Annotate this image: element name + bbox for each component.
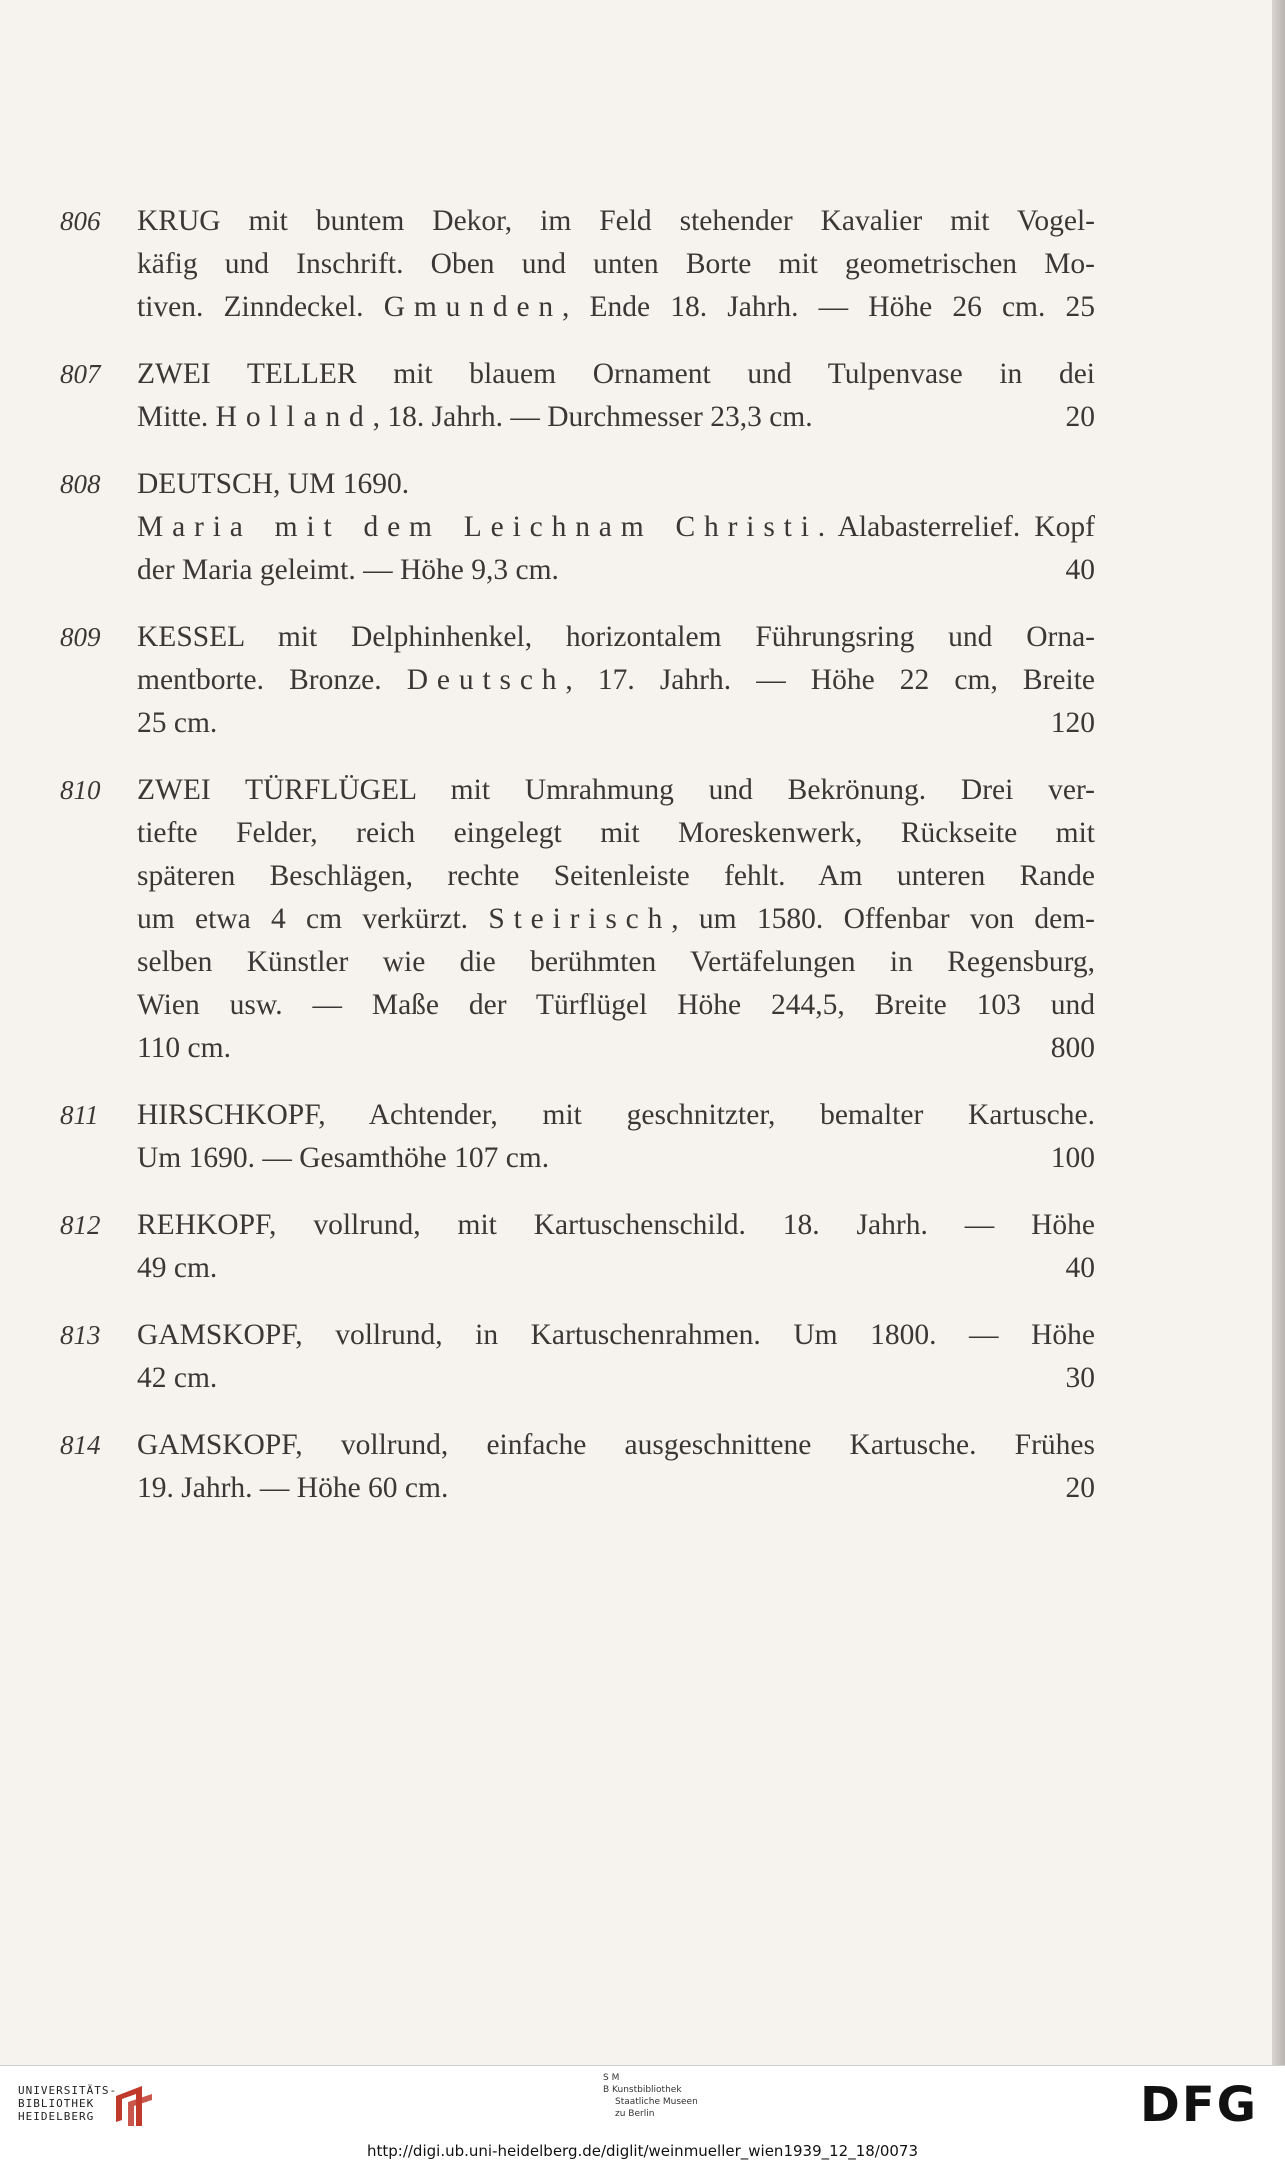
- source-url-link[interactable]: http://digi.ub.uni-heidelberg.de/diglit/weinmueller_wien1939_12_18/0073: [366, 2142, 919, 2160]
- entry-text: [137, 353, 1095, 439]
- lot-number: 809: [60, 622, 101, 652]
- catalog-entry: [60, 200, 1095, 329]
- entry-text: [137, 1424, 1095, 1510]
- entry-text: [137, 769, 1095, 1070]
- catalog-entry: [60, 616, 1095, 745]
- entry-line-text: 19. Jahrh. — Höhe 60 cm.: [137, 1472, 449, 1504]
- price: 20: [1065, 1472, 1095, 1504]
- catalog-entry: [60, 1424, 1095, 1510]
- entry-line: tiven. Zinndeckel. Gmunden, Ende 18. Jahrh. — Höhe 26 cm. 25: [137, 291, 1095, 323]
- price: 40: [1065, 1252, 1095, 1284]
- entry-line: KESSEL mit Delphinhenkel, horizontalem Führungsring und Orna-: [137, 621, 1095, 653]
- library-name-line: HEIDELBERG: [18, 2110, 95, 2123]
- price: 25: [1065, 291, 1095, 323]
- entry-line: GAMSKOPF, vollrund, einfache ausgeschnittene Kartusche. Frühes: [137, 1429, 1095, 1461]
- entry-line-text: 42 cm.: [137, 1362, 218, 1394]
- catalog-entry: [60, 1094, 1095, 1180]
- entry-line: selben Künstler wie die berühmten Vertäfelungen in Regensburg,: [137, 946, 1095, 978]
- catalog-entry: [60, 353, 1095, 439]
- catalog-entry: [60, 1314, 1095, 1400]
- price: 800: [1050, 1032, 1095, 1064]
- entry-line: HIRSCHKOPF, Achtender, mit geschnitzter, bemalter Kartusche.: [137, 1099, 1095, 1131]
- lot-number: 814: [60, 1430, 101, 1460]
- price: 40: [1065, 554, 1095, 586]
- entry-text: [137, 616, 1095, 745]
- price: 30: [1065, 1362, 1095, 1394]
- entry-line: DEUTSCH, UM 1690.: [137, 468, 410, 500]
- heidelberg-logo-icon[interactable]: [112, 2082, 156, 2130]
- entry-text: [137, 1204, 1095, 1290]
- entry-text: [137, 1094, 1095, 1180]
- entry-line-text: 110 cm.: [137, 1032, 231, 1064]
- entry-line: [137, 1357, 1095, 1400]
- lot-number: 812: [60, 1210, 101, 1240]
- entry-line: GAMSKOPF, vollrund, in Kartuschenrahmen. Um 1800. — Höhe: [137, 1319, 1095, 1351]
- lot-number: 808: [60, 469, 101, 499]
- entry-line: REHKOPF, vollrund, mit Kartuschenschild. 18. Jahrh. — Höhe: [137, 1209, 1095, 1241]
- entry-line: Maria mit dem Leichnam Christi. Alabasterrelief. Kopf: [137, 511, 1095, 543]
- entry-line-text: 25 cm.: [137, 707, 218, 739]
- entry-line: [137, 1467, 1095, 1510]
- entry-line: [137, 549, 1095, 592]
- entry-line-text: Um 1690. — Gesamthöhe 107 cm.: [137, 1142, 550, 1174]
- entry-line-text: der Maria geleimt. — Höhe 9,3 cm.: [137, 554, 559, 586]
- entry-line: Wien usw. — Maße der Türflügel Höhe 244,5, Breite 103 und: [137, 989, 1095, 1021]
- entry-text: [137, 200, 1095, 329]
- heidelberg-library-logo-text[interactable]: [18, 2084, 117, 2123]
- entry-line: ZWEI TÜRFLÜGEL mit Umrahmung und Bekrönung. Drei ver-: [137, 774, 1095, 806]
- catalog-entry: [60, 769, 1095, 1070]
- entry-line: um etwa 4 cm verkürzt. Steirisch, um 1580. Offenbar von dem-: [137, 903, 1095, 935]
- library-name-line: UNIVERSITÄTS-: [18, 2084, 118, 2097]
- lot-number: 811: [60, 1100, 99, 1130]
- entry-line: tiefte Felder, reich eingelegt mit Moreskenwerk, Rückseite mit: [137, 817, 1095, 849]
- lot-number: 806: [60, 206, 101, 236]
- smb-kunstbibliothek-logo[interactable]: [603, 2072, 698, 2120]
- entry-text: [137, 463, 1095, 592]
- catalog-entry: [60, 1204, 1095, 1290]
- entry-line: KRUG mit buntem Dekor, im Feld stehender Kavalier mit Vogel-: [137, 205, 1095, 237]
- entry-line: käfig und Inschrift. Oben und unten Borte mit geometrischen Mo-: [137, 248, 1095, 280]
- catalog-entry: [60, 463, 1095, 592]
- entry-line: Mitte. Holland, 18. Jahrh. — Durchmesser 23,3 cm. 20: [137, 396, 1095, 439]
- entry-text: [137, 1314, 1095, 1400]
- lot-number: 807: [60, 359, 101, 389]
- entry-line: [137, 1027, 1095, 1070]
- sm-line: B Kunstbibliothek: [603, 2085, 682, 2095]
- page-edge: [1272, 0, 1285, 2065]
- price: 20: [1065, 401, 1095, 433]
- entry-line: mentborte. Bronze. Deutsch, 17. Jahrh. — Höhe 22 cm, Breite: [137, 664, 1095, 696]
- sm-line: zu Berlin: [615, 2109, 655, 2119]
- sm-line: Staatliche Museen: [615, 2097, 698, 2107]
- lot-number: 813: [60, 1320, 101, 1350]
- lot-number: 810: [60, 775, 101, 805]
- price: 100: [1050, 1142, 1095, 1174]
- entry-line: [137, 1137, 1095, 1180]
- entry-line-text: 49 cm.: [137, 1252, 218, 1284]
- dfg-logo[interactable]: DFG: [1140, 2077, 1259, 2133]
- catalog-entries: [60, 200, 1095, 1534]
- entry-line: ZWEI TELLER mit blauem Ornament und Tulpenvase in dei: [137, 358, 1095, 390]
- entry-line: späteren Beschlägen, rechte Seitenleiste fehlt. Am unteren Rande: [137, 860, 1095, 892]
- entry-line: [137, 702, 1095, 745]
- sm-mark: S M: [603, 2073, 620, 2083]
- price: 120: [1050, 707, 1095, 739]
- library-name-line: BIBLIOTHEK: [18, 2097, 95, 2110]
- entry-line: [137, 1247, 1095, 1290]
